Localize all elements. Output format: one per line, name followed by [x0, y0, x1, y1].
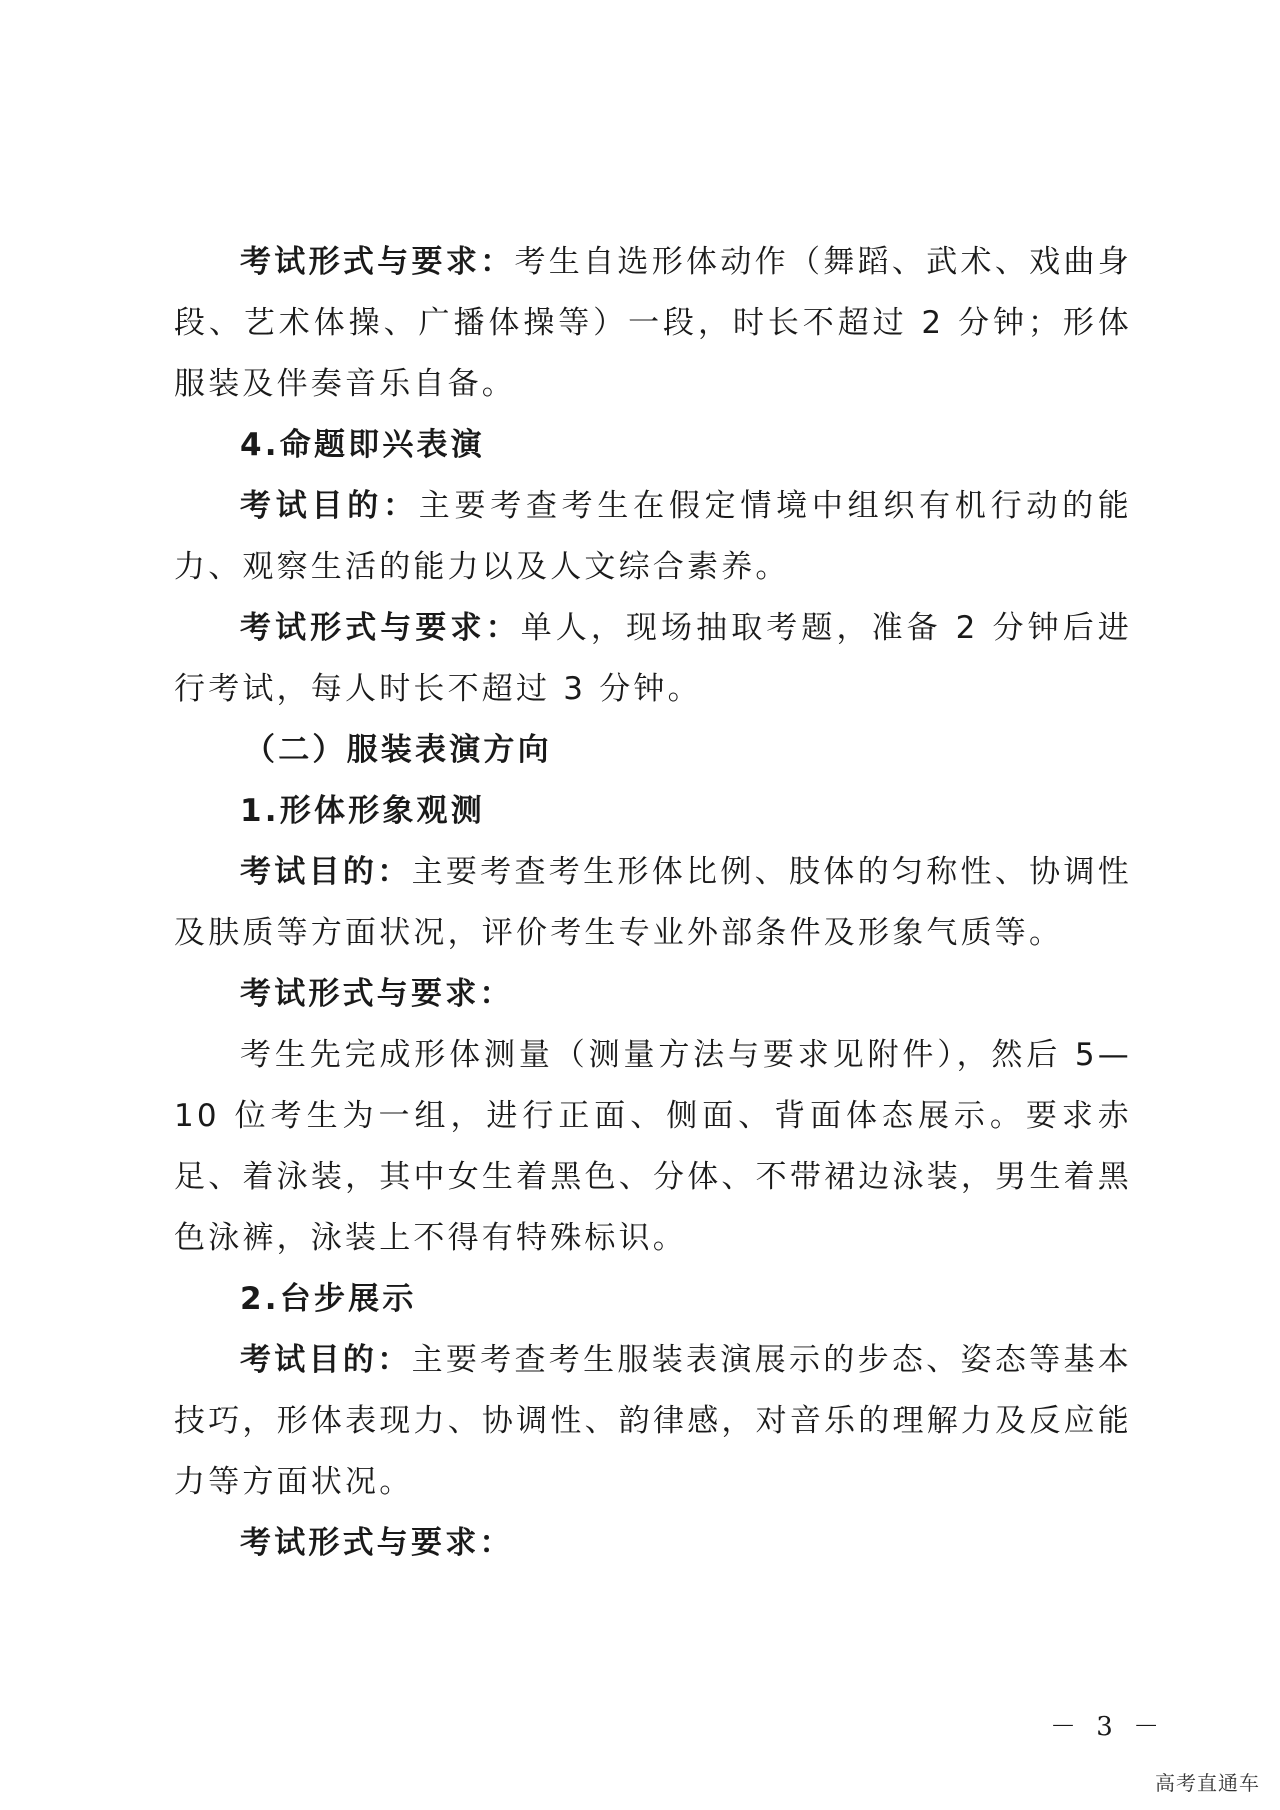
paragraph-exam-purpose-2	[174, 842, 1132, 964]
paragraph-exam-purpose-3	[174, 1330, 1132, 1513]
paragraph-text: 主要考查考生服装表演展示的步态、姿态等基本技巧，形体表现力、协调性、韵律感，对音乐的理解力及反应能力等方面状况。	[174, 1342, 1132, 1500]
section-heading-catwalk: 2.台步展示	[240, 1281, 417, 1317]
paragraph-form-requirements-4	[174, 1513, 1132, 1574]
paragraph-lead: 考试目的：	[240, 854, 412, 890]
paragraph-measurement-details	[174, 1025, 1132, 1269]
paragraph-form-requirements-3	[174, 964, 1132, 1025]
paragraph-text: 单人，现场抽取考题，准备 2 分钟后进行考试，每人时长不超过 3 分钟。	[174, 610, 1132, 707]
paragraph-text: 主要考查考生形体比例、肢体的匀称性、协调性及肤质等方面状况，评价考生专业外部条件及形象气质等。	[174, 854, 1132, 951]
section-heading-improv-performance: 4.命题即兴表演	[240, 427, 485, 463]
paragraph-text: 主要考查考生在假定情境中组织有机行动的能力、观察生活的能力以及人文综合素养。	[174, 488, 1133, 585]
page-number: － 3 －	[1050, 1712, 1166, 1742]
paragraph-lead: 考试形式与要求：	[240, 244, 515, 280]
document-body	[174, 232, 1132, 1574]
paragraph-lead: 考试形式与要求：	[240, 610, 521, 646]
paragraph-text: 考生先完成形体测量（测量方法与要求见附件），然后 5—10 位考生为一组，进行正面、侧面、背面体态展示。要求赤足、着泳装，其中女生着黑色、分体、不带裙边泳装，男生着黑色泳裤，泳装上不得有特殊标识。	[174, 1037, 1132, 1256]
paragraph-lead: 考试形式与要求：	[240, 1525, 514, 1561]
subsection-heading-fashion-performance: （二）服装表演方向	[244, 732, 552, 768]
paragraph-text: 考生自选形体动作（舞蹈、武术、戏曲身段、艺术体操、广播体操等）一段，时长不超过 2 分钟；形体服装及伴奏音乐自备。	[174, 244, 1132, 402]
paragraph-form-requirements-1	[174, 232, 1132, 415]
paragraph-lead: 考试目的：	[240, 1342, 412, 1378]
paragraph-lead: 考试目的：	[240, 488, 419, 524]
paragraph-form-requirements-2	[174, 598, 1132, 720]
paragraph-exam-purpose-1	[174, 476, 1132, 598]
paragraph-lead: 考试形式与要求：	[240, 976, 514, 1012]
watermark-text: 高考直通车	[1155, 1771, 1260, 1795]
section-heading-body-image-observation: 1.形体形象观测	[240, 793, 485, 829]
